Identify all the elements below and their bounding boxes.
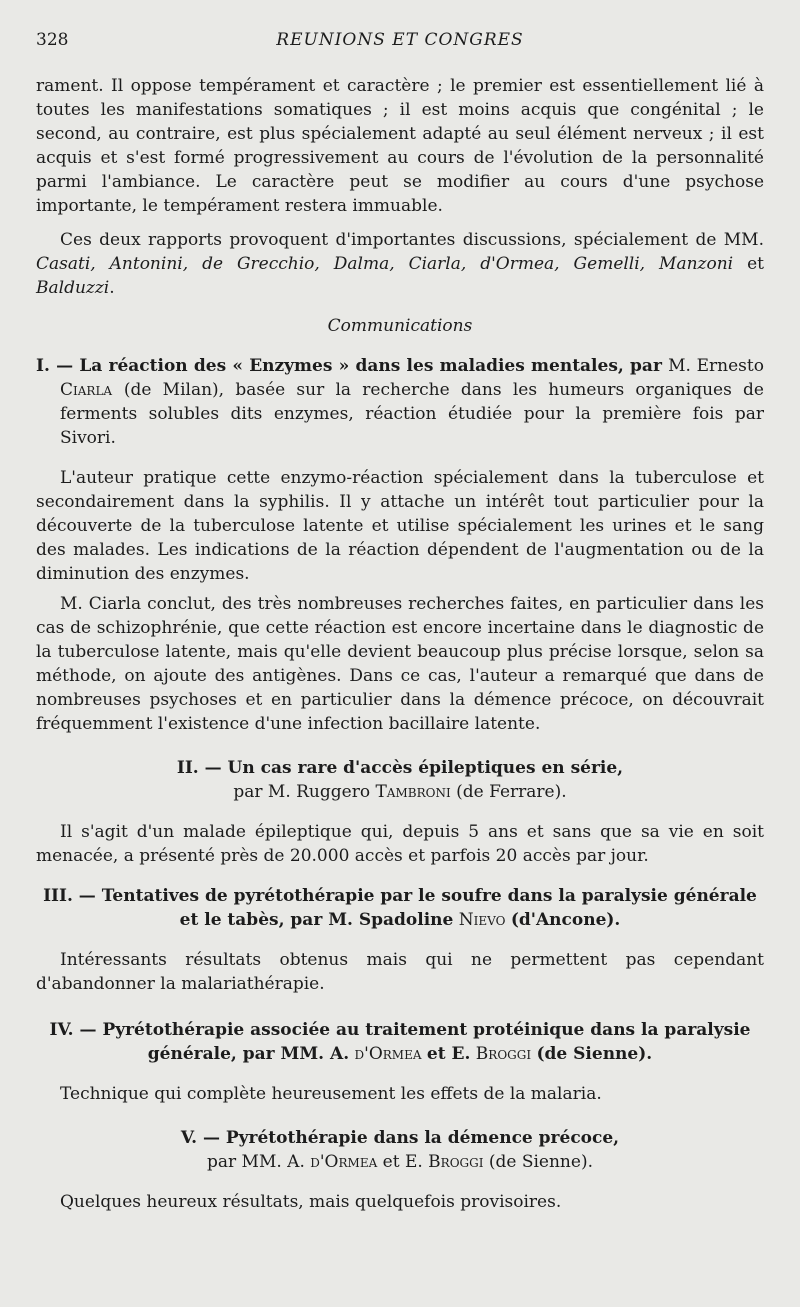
communication-5-by: par MM. A. (207, 1152, 305, 1172)
discussion-paragraph (36, 228, 764, 300)
communication-1-paragraph-1: L'auteur pratique cette enzymo-réaction spécialement dans la tuberculose et secondairement dans la syphilis. Il y attache un intérêt tout particulier pour la découverte de la tuberculose latente et utilise spécialement les urines et le sang des malades. Les indications de la réaction dépendent de l'augmentation ou de la diminution des enzymes. (36, 468, 764, 584)
communication-1-paragraph-2: M. Ciarla conclut, des très nombreuses recherches faites, en particulier dans les cas de schizophrénie, que cette réaction est encore incertaine dans le diagnostic de la tuberculose latente, mais qu'elle devient beaucoup plus précise lorsque, selon sa méthode, on ajoute des antigènes. Dans ce cas, l'auteur a remarqué que dans de nombreuses psychoses et en particulier dans la démence précoce, on découvrait fréquemment l'existence d'une infection bacillaire latente. (36, 594, 764, 734)
communication-1-title: La réaction des « Enzymes » dans les maladies mentales, par (79, 356, 662, 376)
communication-4-and: et E. (426, 1044, 471, 1064)
communication-2-paragraph: Il s'agit d'un malade épileptique qui, depuis 5 ans et sans que sa vie en soit menacée, a présenté près de 20.000 accès et parfois 20 accès par jour. (36, 822, 764, 866)
communication-3-title: III. — Tentatives de pyrétothérapie par le soufre dans la paralysie générale et le tabès, par M. Spadoline (43, 886, 757, 930)
page-header (36, 30, 764, 56)
running-head: REUNIONS ET CONGRES (276, 30, 524, 50)
discussion-intro: Ces deux rapports provoquent d'importantes discussions, spécialement de MM. (60, 230, 764, 250)
communication-5-author-2: Broggi (428, 1152, 484, 1172)
discussion-names: Casati, Antonini, de Grecchio, Dalma, Ciarla, d'Ormea, Gemelli, Manzoni (36, 254, 734, 274)
communication-4-author-2: Broggi (475, 1044, 532, 1064)
communication-5-paragraph: Quelques heureux résultats, mais quelquefois provisoires. (60, 1192, 562, 1212)
communication-5-author-1: d'Ormea (310, 1152, 378, 1172)
discussion-end: . (109, 278, 115, 298)
communication-4-heading (36, 1018, 764, 1066)
communication-4-place: (de Sienne). (536, 1044, 653, 1064)
discussion-and: et (747, 254, 764, 274)
page-number: 328 (36, 30, 69, 50)
communication-1-heading (36, 354, 764, 450)
page-body (36, 74, 764, 1214)
communication-3-heading (36, 884, 764, 932)
communication-3-author: Nievo (458, 910, 506, 930)
communication-2-place: (de Ferrare). (456, 782, 567, 802)
communication-1-author: Ciarla (60, 380, 113, 400)
communication-1-description: (de Milan), basée sur la recherche dans les humeurs organiques de ferments solubles dits enzymes, réaction étudiée pour la première fois par Sivori. (60, 380, 764, 448)
communication-2-heading (36, 756, 764, 804)
communication-5-place: (de Sienne). (488, 1152, 593, 1172)
communication-1-number: I. — (36, 356, 74, 376)
communication-1-by: M. Ernesto (668, 356, 764, 376)
body-paragraph-continuation: rament. Il oppose tempérament et caractère ; le premier est essentiellement lié à toutes les manifestations somatiques ; il est moins acquis que congénital ; le second, au contraire, est plus spécialement adapté au seul élément nerveux ; il est acquis et s'est formé progressivement au cours de l'évolution de la personnalité parmi l'ambiance. Le caractère peut se modifier au cours d'une psychose importante, le tempérament restera immuable. (36, 76, 764, 216)
section-title: Communications (327, 316, 473, 336)
communication-3-paragraph: Intéressants résultats obtenus mais qui ne permettent pas cependant d'abandonner la malariathérapie. (36, 950, 764, 994)
communication-5-and: et E. (382, 1152, 423, 1172)
communication-2-by: par M. Ruggero (233, 782, 371, 802)
communication-2-author: Tambroni (375, 782, 451, 802)
communication-4-author-1: d'Ormea (354, 1044, 422, 1064)
communication-5-heading (36, 1126, 764, 1174)
communication-4-paragraph: Technique qui complète heureusement les effets de la malaria. (60, 1084, 602, 1104)
discussion-last-name: Balduzzi (36, 278, 110, 298)
communication-4-title: IV. — Pyrétothérapie associée au traitement protéinique dans la paralysie générale, par MM. A. (49, 1020, 751, 1064)
communication-5-title: V. — Pyrétothérapie dans la démence précoce, (180, 1128, 620, 1148)
communication-3-place: (d'Ancone). (510, 910, 621, 930)
communication-2-title: II. — Un cas rare d'accès épileptiques en série, (176, 758, 624, 778)
